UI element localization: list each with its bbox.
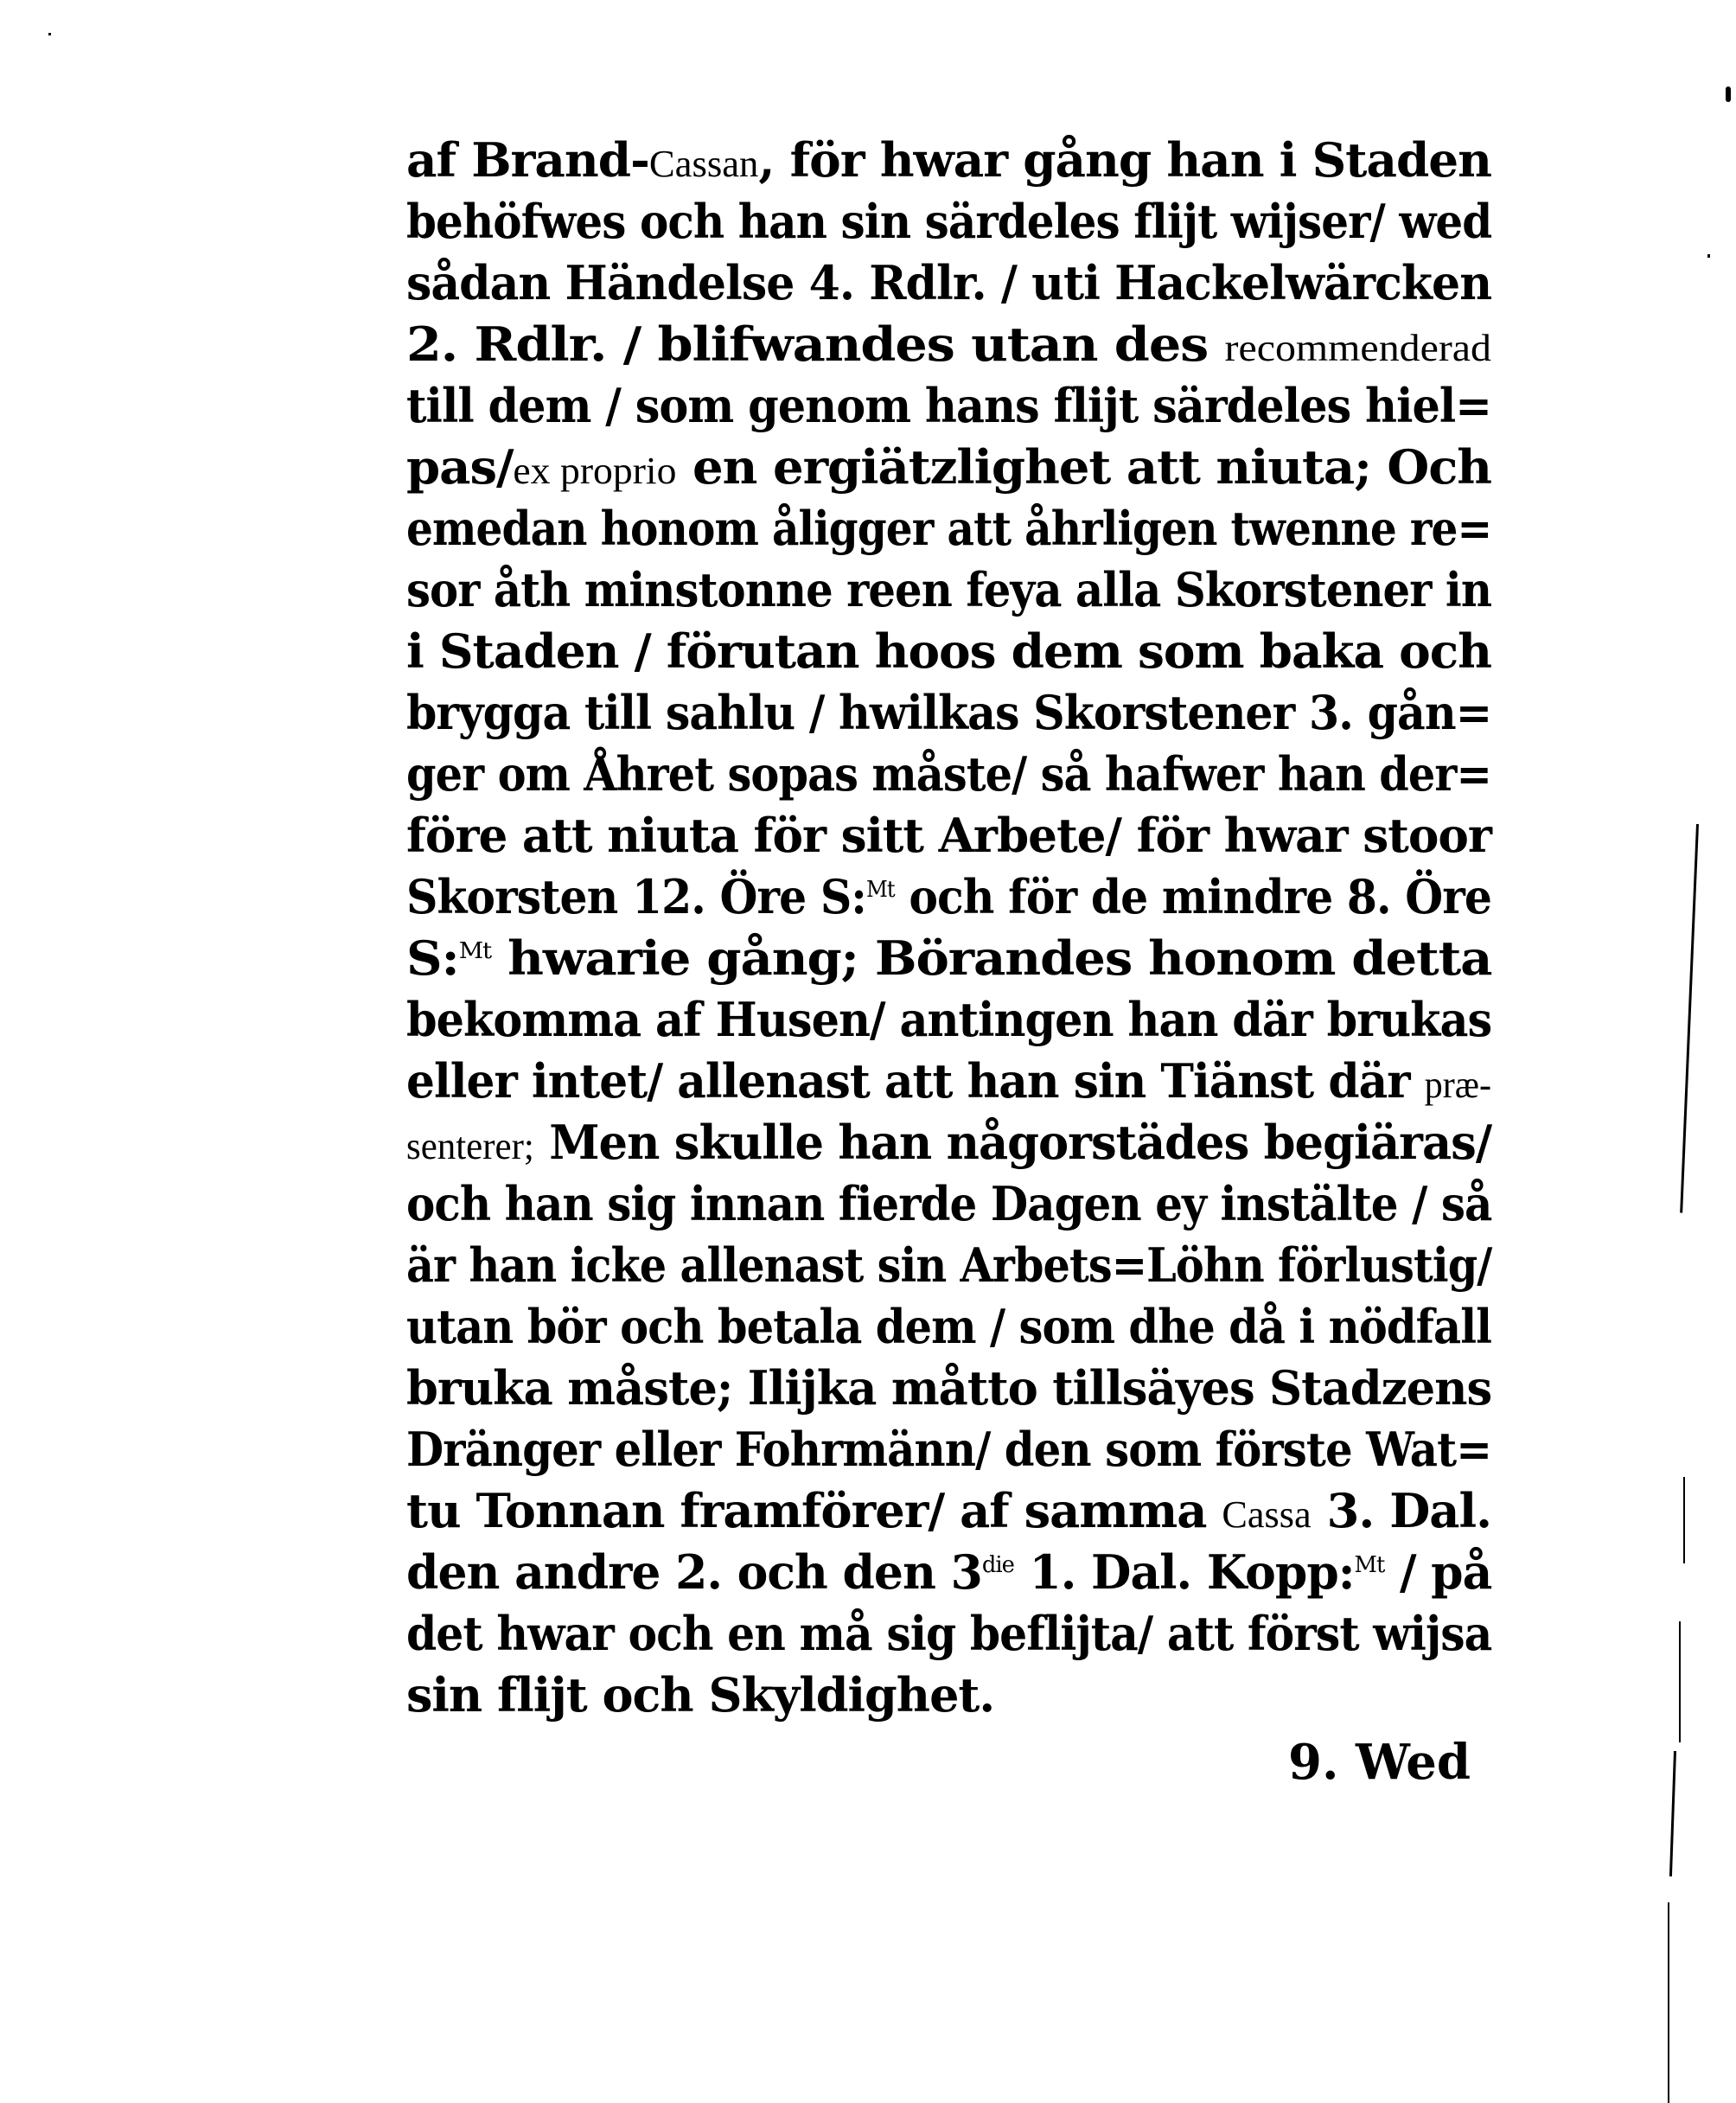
text-line: ger om Åhret sopas måste/ så hafwer han der= (406, 746, 1491, 802)
text-line: och han sig innan fierde Dagen ey instälte / så (406, 1176, 1492, 1231)
text-line: i Staden / förutan hoos dem som baka och (406, 623, 1491, 679)
text-line: senterer; Men skulle han någorstädes begiäras/ (406, 1115, 1492, 1170)
text-line: Dränger eller Fohrmänn/ den som förste Wat= (406, 1422, 1492, 1477)
text-line: bekomma af Husen/ antingen han där brukas (406, 992, 1492, 1047)
text-line: S:$^{Mt}$ hwarie gång; Börandes honom detta (406, 930, 1492, 986)
text-line: är han icke allenast sin Arbets=Löhn förlustig/ (406, 1237, 1492, 1293)
text-line: af Brand-Cassan, för hwar gång han i Staden (406, 132, 1492, 188)
text-line: utan bör och betala dem / som dhe då i nödfall (406, 1299, 1491, 1354)
body-text (406, 130, 1491, 1726)
page-edge-line (1668, 1902, 1669, 2103)
text-line: bruka måste; Ilijka måtto tillsäyes Stadzens (406, 1360, 1492, 1416)
page-edge-line (1669, 1751, 1676, 1876)
text-line: pas/ex proprio en ergiätzlighet att niuta; Och (406, 439, 1492, 495)
text-line: före att niuta för sitt Arbete/ för hwar stoor (406, 808, 1491, 863)
catchword: 9. Wed (1288, 1734, 1471, 1791)
scan-speck (48, 33, 51, 35)
text-line: emedan honom åligger att åhrligen twenne re= (406, 501, 1492, 556)
text-line: till dem / som genom hans flijt särdeles hiel= (406, 378, 1491, 433)
text-line: den andre 2. och den $3^{die}$ 1. Dal. Kopp:$^{Mt}$ / på (406, 1544, 1492, 1600)
text-line: eller intet/ allenast att han sin Tiänst där præ- (406, 1053, 1492, 1109)
page-edge-line (1679, 1621, 1681, 1742)
text-line: tu Tonnan framförer/ af samma Cassa 3. Dal. (406, 1483, 1491, 1538)
text-line: sin flijt och Skyldighet. (406, 1667, 995, 1723)
text-line: det hwar och en må sig beflijta/ att först wijsa (406, 1606, 1492, 1661)
text-line: brygga till sahlu / hwilkas Skorstener 3. gån= (406, 685, 1492, 740)
page-edge-line (1680, 824, 1699, 1213)
scan-speck (1726, 86, 1731, 102)
text-line: sor åth minstonne reen feya alla Skorstener in (406, 562, 1491, 617)
scan-speck (1707, 254, 1710, 258)
text-line: behöfwes och han sin särdeles flijt wijser/ wed (406, 194, 1492, 249)
text-line: Skorsten 12. Öre S:$^{Mt}$ och för de mindre 8. Öre (406, 869, 1492, 924)
text-line: sådan Händelse 4. Rdlr. / uti Hackelwärcken (406, 255, 1492, 310)
page-edge-line (1683, 1477, 1685, 1563)
text-line: 2. Rdlr. / blifwandes utan des recommenderad (406, 316, 1491, 372)
